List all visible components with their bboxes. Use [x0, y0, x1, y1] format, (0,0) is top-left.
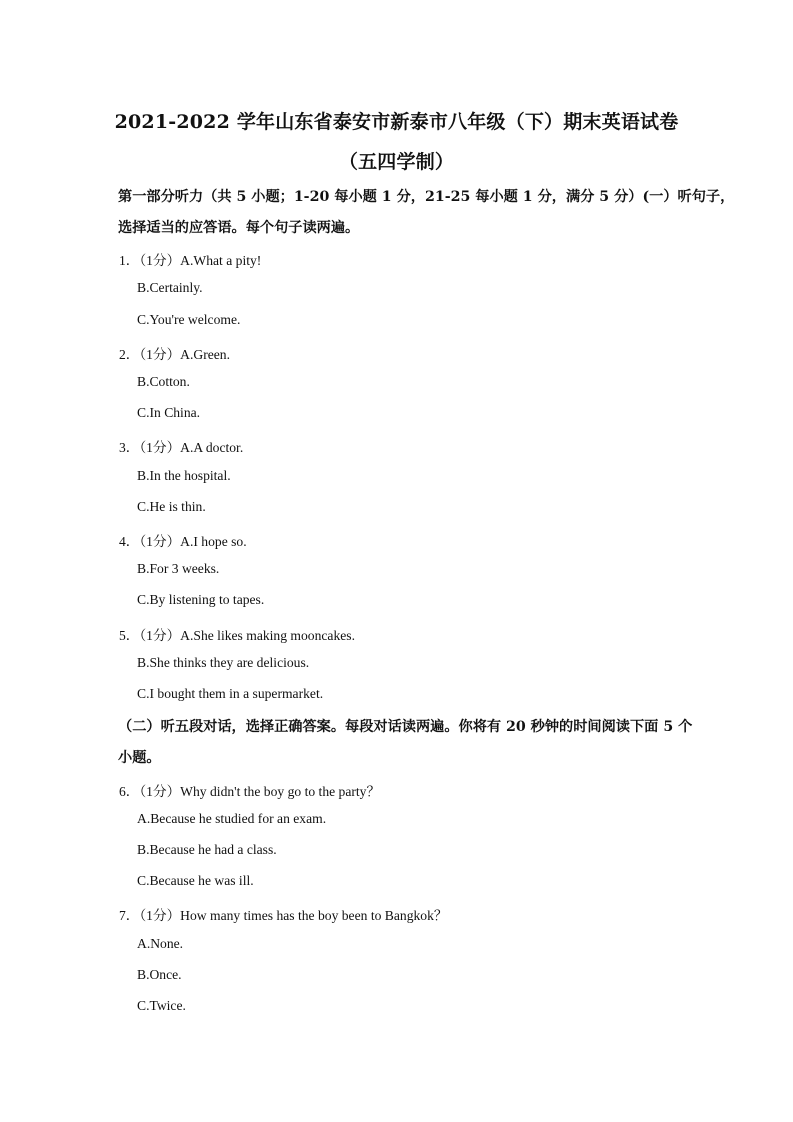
question-1-option-c: C.You're welcome.	[137, 312, 241, 327]
question-3: 3．（1分）A.A doctor.	[119, 440, 244, 455]
question-2: 2．（1分）A.Green.	[119, 347, 230, 362]
part1-instruction-line2: 选择适当的应答语。每个句子读两遍。	[118, 220, 360, 236]
part2-instruction-line1: （二）听五段对话，选择正确答案。每段对话读两遍。你将有 20 秒钟的时间阅读下面 5 个	[118, 719, 693, 735]
question-2-option-b: B.Cotton.	[137, 374, 190, 389]
question-1-option-b: B.Certainly.	[137, 280, 203, 295]
question-7-option-a: A.None.	[137, 936, 184, 951]
question-6-option-c: C.Because he was ill.	[137, 873, 254, 888]
question-6-option-a: A.Because he studied for an exam.	[137, 811, 327, 826]
question-1: 1．（1分）A.What a pity!	[119, 253, 262, 268]
part2-instruction-line2: 小题。	[118, 750, 161, 766]
question-7-option-b: B.Once.	[137, 967, 182, 982]
part1-instruction-line1: 第一部分听力（共 5 小题；1-20 每小题 1 分，21-25 每小题 1 分，满分 5 分）(一）听句子，	[118, 189, 735, 205]
question-7: 7．（1分）How many times has the boy been to Bangkok？	[119, 908, 448, 923]
question-2-option-c: C.In China.	[137, 405, 201, 420]
question-5-option-c: C.I bought them in a supermarket.	[137, 686, 324, 701]
question-4-option-c: C.By listening to tapes.	[137, 592, 265, 607]
question-3-option-b: B.In the hospital.	[137, 468, 231, 483]
question-6-option-b: B.Because he had a class.	[137, 842, 277, 857]
question-5: 5．（1分）A.She likes making mooncakes.	[119, 628, 355, 643]
question-6: 6．（1分）Why didn't the boy go to the party？	[119, 784, 381, 799]
question-7-option-c: C.Twice.	[137, 998, 186, 1013]
question-4-option-b: B.For 3 weeks.	[137, 561, 220, 576]
question-5-option-b: B.She thinks they are delicious.	[137, 655, 310, 670]
question-4: 4．（1分）A.I hope so.	[119, 534, 247, 549]
exam-title: 2021-2022 学年山东省泰安市新泰市八年级（下）期末英语试卷	[114, 111, 679, 133]
exam-subtitle: （五四学制）	[338, 151, 455, 173]
question-3-option-c: C.He is thin.	[137, 499, 206, 514]
